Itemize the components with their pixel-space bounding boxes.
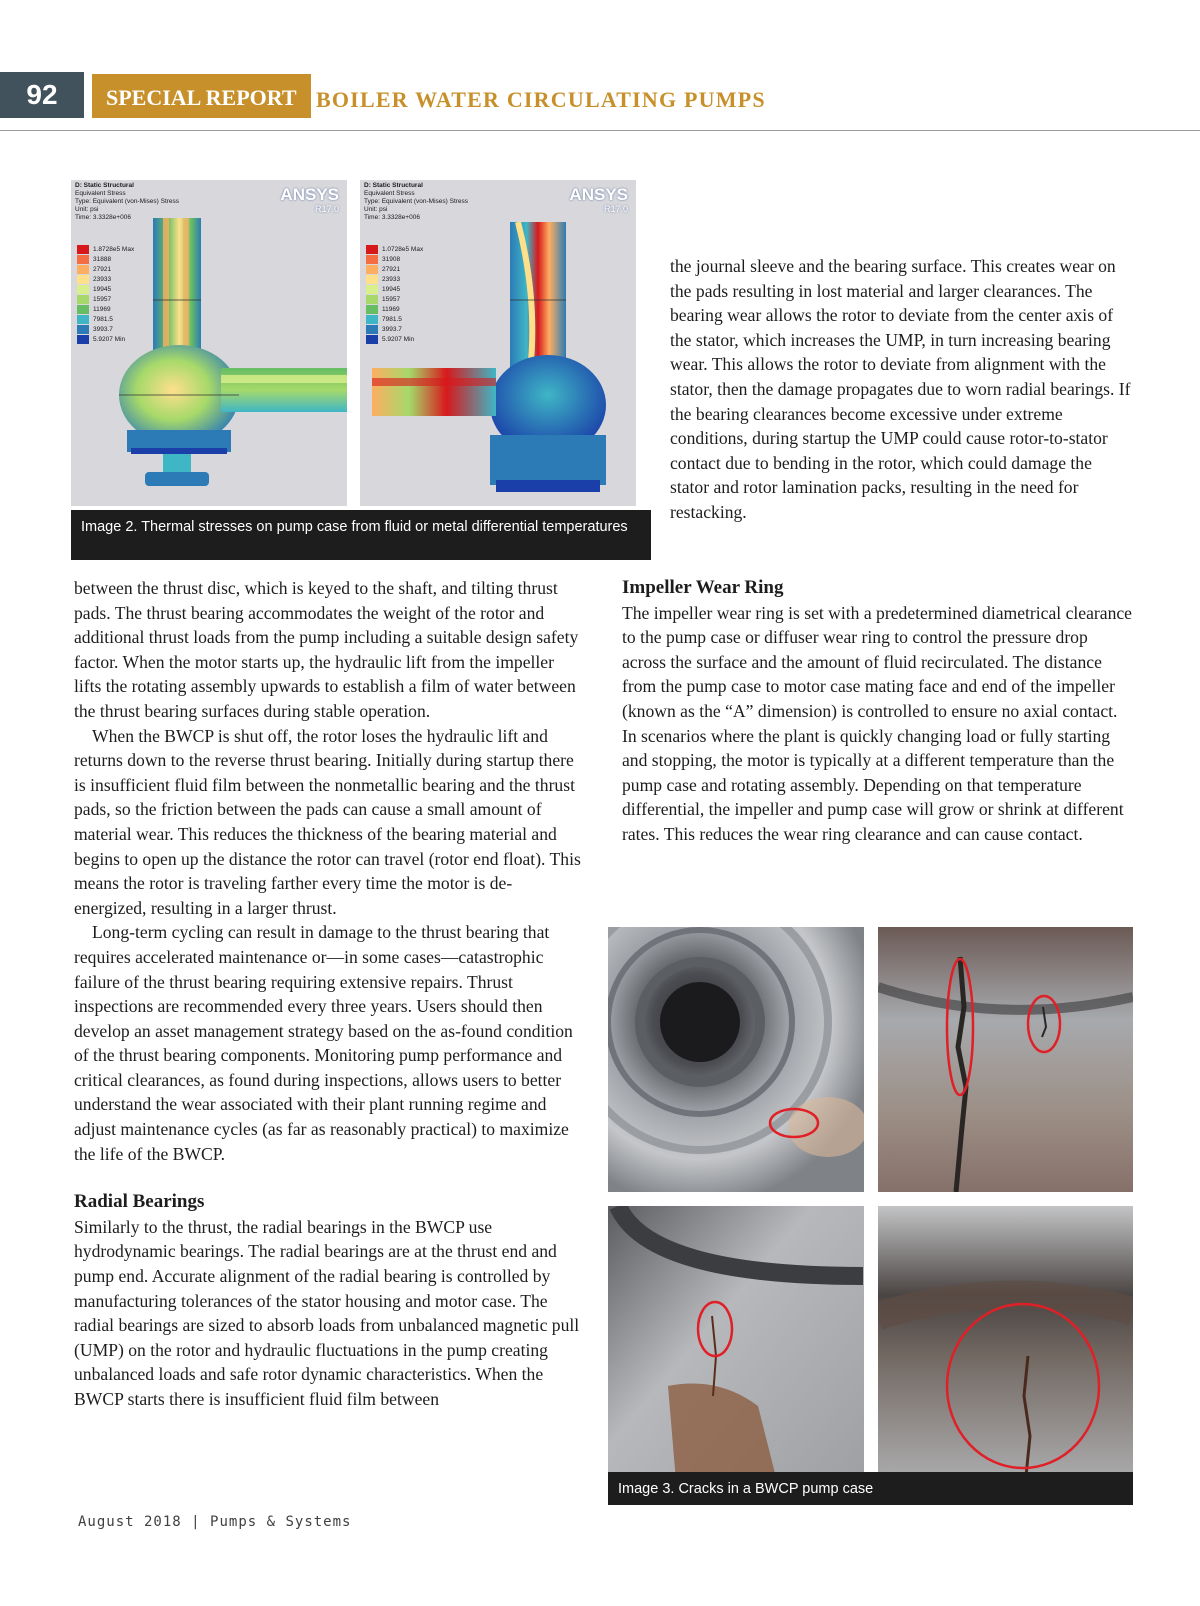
- scale-label: 31908: [382, 255, 401, 263]
- rust-crack-image: [608, 1206, 864, 1505]
- scale-row: [77, 274, 134, 284]
- scale-row: [366, 244, 423, 254]
- paragraph-journal-sleeve: the journal sleeve and the bearing surface. This creates wear on the pads resulting in lost material and larger clearances. The bearing wear allows the rotor to deviate from the center axis of the stator, which increases the UMP, in turn increasing bearing wear. This allows the rotor to deviate from alignment with the stator, then the damage propagates due to worn radial bearings. If the bearing clearances become excessive under extreme conditions, during startup the UMP could cause rotor-to-stator contact due to bending in the rotor, which could damage the stator and rotor lamination packs, resulting in the need for restacking.: [670, 256, 1131, 522]
- stress-plot-left: [71, 180, 347, 506]
- surface-crack-image: [878, 927, 1133, 1192]
- scale-row: [366, 284, 423, 294]
- scale-row: [77, 254, 134, 264]
- scale-swatch: [366, 315, 378, 324]
- scale-label: 3993.7: [93, 325, 113, 333]
- stress-plot-right: [360, 180, 636, 506]
- scale-swatch: [366, 285, 378, 294]
- crack-photo-1: [608, 927, 864, 1192]
- scale-label: 31888: [93, 255, 112, 263]
- crack-photo-4: [878, 1206, 1133, 1505]
- scale-row: [77, 264, 134, 274]
- scale-swatch: [77, 325, 89, 334]
- scale-label: 11969: [93, 305, 111, 313]
- scale-swatch: [77, 305, 89, 314]
- scale-swatch: [77, 265, 89, 274]
- scale-label: 1.0728e5 Max: [382, 245, 424, 253]
- figure-3-caption: Image 3. Cracks in a BWCP pump case: [608, 1472, 1133, 1505]
- scale-swatch: [77, 285, 89, 294]
- paragraph-radial-bearings: Similarly to the thrust, the radial bearings in the BWCP use hydrodynamic bearings. The radial bearings are at the thrust end and pump end. Accurate alignment of the radial bearing is controlled by manufacturing tolerances of the stator housing and motor case. The radial bearings are sized to absorb loads from unbalanced magnetic pull (UMP) on the rotor and hydraulic fluctuations in the pump creating unbalanced loads and safe rotor dynamic characteristics. When the BWCP starts there is insufficient fluid film between: [74, 1216, 580, 1409]
- scale-swatch: [77, 315, 89, 324]
- color-scale-right: [366, 244, 423, 344]
- magazine-name: Pumps & Systems: [210, 1514, 352, 1530]
- figure-thermal-stress: [71, 180, 651, 560]
- scale-swatch: [77, 335, 89, 344]
- heading-impeller-wear-ring: Impeller Wear Ring: [622, 577, 784, 598]
- page-number: 92: [0, 72, 84, 118]
- scale-row: [77, 314, 134, 324]
- scale-swatch: [366, 245, 378, 254]
- scale-label: 7981.5: [382, 315, 402, 323]
- scale-swatch: [366, 255, 378, 264]
- scale-swatch: [77, 245, 89, 254]
- scale-label: 15957: [382, 295, 401, 303]
- paragraph-bwcp-shutoff: When the BWCP is shut off, the rotor loses the hydraulic lift and returns down to the reverse thrust bearing. Initially during startup there is insufficient fluid film between the nonmetallic bearing and the thrust pads, so the friction between the pads can cause a small amount of material wear. This reduces the thickness of the bearing material and begins to open up the distance the rotor can travel (rotor end float). This means the rotor is traveling farther every time the motor is de-energized, resulting in a larger thrust.: [74, 725, 581, 918]
- circled-crack-image: [878, 1206, 1133, 1505]
- figure-pump-case-cracks: [608, 927, 1133, 1505]
- figure-2-caption: Image 2. Thermal stresses on pump case from fluid or metal differential temperatures: [71, 510, 651, 560]
- stress-legend-right: D: Static Structural Equivalent Stress Type: Equivalent (von-Mises) Stress Unit: psi Time: 3.3328e+006: [364, 182, 469, 221]
- page-footer: [78, 1514, 351, 1530]
- paragraph-long-term-cycling: Long-term cycling can result in damage to the thrust bearing that requires accelerated maintenance or—in some cases—catastrophic failure of the thrust bearing requiring extensive repairs. Thrust inspections are recommended every three years. Users should then develop an asset management strategy based on the as-found condition of the thrust bearing components. Monitoring pump performance and critical clearances, as found during inspections, allows users to better understand the wear associated with their plant running regime and adjust maintenance cycles (as far as reasonably practical) to maximize the life of the BWCP.: [74, 922, 573, 1164]
- scale-label: 15957: [93, 295, 112, 303]
- scale-row: [77, 294, 134, 304]
- scale-row: [366, 274, 423, 284]
- scale-swatch: [366, 275, 378, 284]
- scale-label: 5.9207 Min: [93, 335, 126, 343]
- scale-row: [77, 284, 134, 294]
- scale-label: 7981.5: [93, 315, 113, 323]
- scale-swatch: [77, 295, 89, 304]
- ansys-logo-right: ANSYS R17.0: [569, 185, 628, 214]
- scale-row: [366, 304, 423, 314]
- scale-label: 27921: [382, 265, 401, 273]
- left-column-text: [74, 576, 582, 1412]
- ansys-logo-left: ANSYS R17.0: [280, 185, 339, 214]
- scale-row: [77, 244, 134, 254]
- report-title: BOILER WATER CIRCULATING PUMPS: [316, 87, 766, 112]
- scale-row: [77, 334, 134, 344]
- scale-swatch: [77, 255, 89, 264]
- scale-row: [366, 254, 423, 264]
- scale-swatch: [366, 325, 378, 334]
- scale-label: 11969: [382, 305, 400, 313]
- stress-legend-left: D: Static Structural Equivalent Stress Type: Equivalent (von-Mises) Stress Unit: psi Time: 3.3328e+006: [75, 182, 180, 221]
- scale-row: [77, 324, 134, 334]
- crack-photo-3: [608, 1206, 864, 1505]
- scale-label: 3993.7: [382, 325, 402, 333]
- scale-swatch: [77, 275, 89, 284]
- paragraph-thrust-disc: between the thrust disc, which is keyed to the shaft, and tilting thrust pads. The thrust bearing accommodates the weight of the rotor and additional thrust loads from the pump including a suitable design safety factor. When the motor starts up, the hydraulic lift from the impeller lifts the rotating assembly upwards to establish a film of water between the thrust bearing surfaces during stable operation.: [74, 578, 579, 721]
- scale-label: 5.9207 Min: [382, 335, 415, 343]
- heading-radial-bearings: Radial Bearings: [74, 1191, 205, 1213]
- scale-row: [366, 334, 423, 344]
- right-column-mid-text: [622, 576, 1132, 847]
- crack-photo-2: [878, 927, 1133, 1192]
- issue-date: August 2018: [78, 1514, 182, 1530]
- scale-row: [366, 324, 423, 334]
- scale-swatch: [366, 335, 378, 344]
- color-scale-left: [77, 244, 134, 344]
- scale-swatch: [366, 295, 378, 304]
- scale-label: 23933: [382, 275, 401, 283]
- scale-row: [77, 304, 134, 314]
- page-header: [0, 72, 1200, 131]
- scale-label: 19945: [382, 285, 401, 293]
- paragraph-impeller-wear-ring: The impeller wear ring is set with a predetermined diametrical clearance to the pump case or diffuser wear ring to control the pressure drop across the surface and the amount of fluid recirculated. The distance from the pump case to motor case mating face and end of the impeller (known as the “A” dimension) is controlled to ensure no axial contact. In scenarios where the plant is quickly changing load or fully starting and stopping, the motor is typically at a different temperature than the pump case and rotating assembly. Depending on that temperature differential, the impeller and pump case will grow or shrink at different rates. This reduces the wear ring clearance and can cause contact.: [622, 602, 1132, 844]
- scale-label: 27921: [93, 265, 112, 273]
- scale-row: [366, 264, 423, 274]
- scale-label: 1.8728e5 Max: [93, 245, 135, 253]
- section-label: SPECIAL REPORT: [92, 74, 311, 118]
- scale-swatch: [366, 305, 378, 314]
- footer-separator: |: [191, 1514, 201, 1530]
- scale-row: [366, 294, 423, 304]
- right-column-top-text: [670, 254, 1132, 525]
- scale-row: [366, 314, 423, 324]
- bore-image: [608, 927, 864, 1192]
- scale-label: 19945: [93, 285, 112, 293]
- scale-label: 23933: [93, 275, 112, 283]
- scale-swatch: [366, 265, 378, 274]
